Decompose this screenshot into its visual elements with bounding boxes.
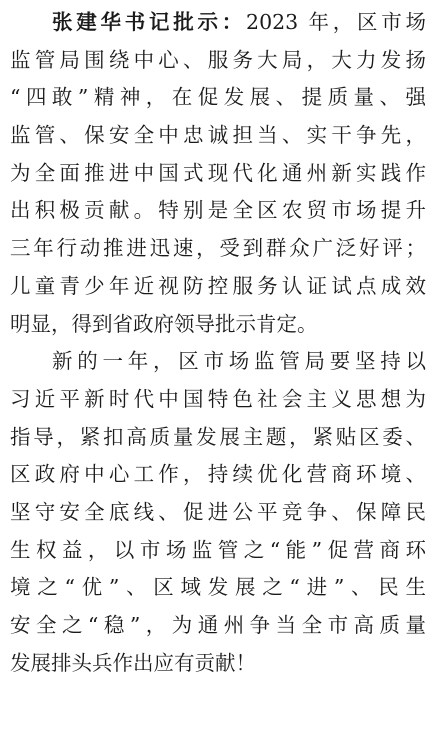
paragraph-1-line: “四敢”精神，在促发展、提质量、强 [10,85,426,110]
paragraph-2-line: 新的一年，区市场监管局要坚持以 [52,349,426,374]
paragraph-2-line: 指导，紧扣高质量发展主题，紧贴区委、 [10,424,426,449]
paragraph-2-line: 区政府中心工作，持续优化营商环境、 [10,462,426,487]
paragraph-1-line: 明显，得到省政府领导批示肯定。 [10,311,318,336]
paragraph-1-line: 为全面推进中国式现代化通州新实践作 [10,160,426,185]
document-body [10,4,426,682]
paragraph-2-line: 习近平新时代中国特色社会主义思想为 [10,386,426,411]
paragraph-1-line-1-text: 2023 年，区市场 [246,10,427,34]
paragraph-2-line: 坚守安全底线、促进公平竞争、保障民 [10,499,426,524]
paragraph-1-line: 监管局围绕中心、服务大局，大力发扬 [10,47,426,72]
paragraph-2 [10,343,426,682]
paragraph-1-line: 儿童青少年近视防控服务认证试点成效 [10,273,426,298]
paragraph-1-line-1 [10,4,426,42]
paragraph-2-line: 安全之“稳”，为通州争当全市高质量 [10,613,426,637]
paragraph-1 [10,4,426,343]
paragraph-2-line: 发展排头兵作出应有贡献！ [10,650,256,675]
paragraph-1-line: 监管、保安全中忠诚担当、实干争先， [10,123,426,148]
paragraph-1-line: 出积极贡献。特别是全区农贸市场提升 [10,198,426,223]
paragraph-2-line: 境之“优”、区域发展之“进”、民生 [10,575,426,600]
paragraph-1-lead: 张建华书记批示： [52,10,247,34]
paragraph-2-line: 生权益，以市场监管之“能”促营商环 [10,537,426,562]
paragraph-1-line: 三年行动推进迅速，受到群众广泛好评； [10,236,426,261]
